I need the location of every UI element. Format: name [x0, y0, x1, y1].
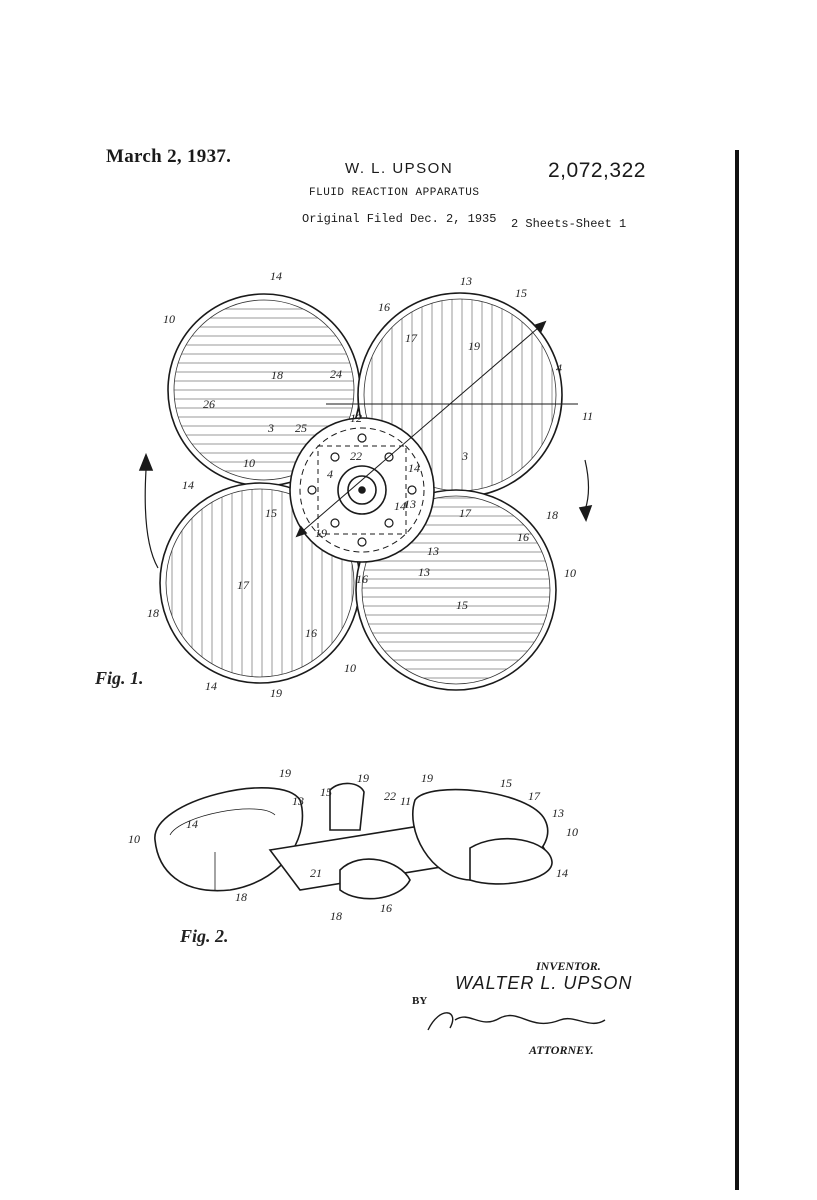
attorney-signature	[428, 1013, 605, 1030]
fig1-ref-3: 3	[268, 421, 274, 435]
fig1-ref-15: 15	[265, 506, 277, 520]
fig1-ref-10: 10	[344, 661, 356, 675]
fig1-ref-16: 16	[356, 572, 368, 586]
fig2-ref-18: 18	[235, 890, 247, 904]
figure-2-perspective	[155, 783, 552, 898]
fig2-ref-14: 14	[556, 866, 568, 880]
fig2-blade-left	[155, 788, 303, 891]
fig2-ref-19: 19	[357, 771, 369, 785]
fig2-ref-15: 15	[500, 776, 512, 790]
figure-2-label: Fig. 2.	[180, 926, 229, 946]
fig2-ref-19: 19	[421, 771, 433, 785]
fig2-ref-10: 10	[128, 832, 140, 846]
fig2-ref-17: 17	[528, 789, 540, 803]
fig1-ref-19: 19	[468, 339, 480, 353]
fig1-ref-25: 25	[295, 421, 307, 435]
fig2-ref-13: 13	[292, 794, 304, 808]
fig1-ref-14: 14	[205, 679, 217, 693]
patent-date: March 2, 1937.	[106, 146, 232, 167]
rotation-arrow-right	[585, 460, 589, 510]
fig1-ref-12: 12	[350, 411, 362, 425]
patent-title: FLUID REACTION APPARATUS	[309, 187, 480, 199]
filing-date: Original Filed Dec. 2, 1935	[302, 212, 497, 226]
by-label: BY	[412, 995, 428, 1007]
patent-number: 2,072,322	[548, 159, 646, 182]
fig1-ref-22: 22	[350, 449, 362, 463]
fig1-ref-15: 15	[456, 598, 468, 612]
fig2-ref-18: 18	[330, 909, 342, 923]
inventor-name: WALTER L. UPSON	[455, 973, 633, 993]
fig1-ref-13: 13	[427, 544, 439, 558]
fig2-ref-10: 10	[566, 825, 578, 839]
fig1-ref-16: 16	[378, 300, 390, 314]
fig1-ref-17: 17	[237, 578, 249, 592]
fig1-ref-13: 13	[404, 497, 416, 511]
fig1-ref-24: 24	[330, 367, 342, 381]
fig1-ref-17: 17	[459, 506, 471, 520]
fig1-ref-14: 14	[270, 269, 282, 283]
inventor-short-name: W. L. UPSON	[345, 160, 454, 177]
attorney-label: ATTORNEY.	[529, 1043, 594, 1057]
fig1-ref-15: 15	[515, 286, 527, 300]
fig2-blade-right-tip	[470, 839, 552, 884]
fig2-ref-15: 15	[320, 785, 332, 799]
rotation-arrow-left	[145, 470, 158, 568]
fig1-ref-10: 10	[243, 456, 255, 470]
hub	[290, 418, 434, 562]
figure-1-propeller	[140, 293, 594, 690]
fig1-ref-14: 14	[394, 499, 406, 513]
inventor-label: INVENTOR.	[536, 959, 601, 973]
fig1-ref-4: 4	[556, 361, 562, 375]
fig1-ref-3: 3	[462, 449, 468, 463]
fig2-ref-19: 19	[279, 766, 291, 780]
sheet-number: 2 Sheets-Sheet 1	[511, 217, 627, 231]
fig2-ref-14: 14	[186, 817, 198, 831]
fig1-ref-19: 19	[270, 686, 282, 700]
fig1-ref-4: 4	[327, 467, 333, 481]
fig1-ref-11: 11	[582, 409, 594, 423]
figure-1-label: Fig. 1.	[95, 668, 144, 688]
fig1-ref-19: 19	[315, 526, 327, 540]
fig1-ref-16: 16	[305, 626, 317, 640]
fig1-ref-18: 18	[147, 606, 159, 620]
fig2-blade-upright	[330, 783, 364, 830]
fig1-ref-13: 13	[460, 274, 472, 288]
fig1-ref-18: 18	[546, 508, 558, 522]
fig1-ref-16: 16	[517, 530, 529, 544]
fig1-ref-10: 10	[564, 566, 576, 580]
fig1-ref-26: 26	[203, 397, 215, 411]
fig1-ref-18: 18	[271, 368, 283, 382]
fig2-ref-13: 13	[552, 806, 564, 820]
fig1-ref-10: 10	[163, 312, 175, 326]
fig2-ref-21: 21	[310, 866, 322, 880]
fig1-ref-14: 14	[408, 461, 420, 475]
fig2-ref-11: 11	[400, 794, 412, 808]
fig1-ref-13: 13	[418, 565, 430, 579]
fig1-ref-17: 17	[405, 331, 417, 345]
fig2-ref-16: 16	[380, 901, 392, 915]
fig1-ref-14: 14	[182, 478, 194, 492]
fig2-ref-22: 22	[384, 789, 396, 803]
